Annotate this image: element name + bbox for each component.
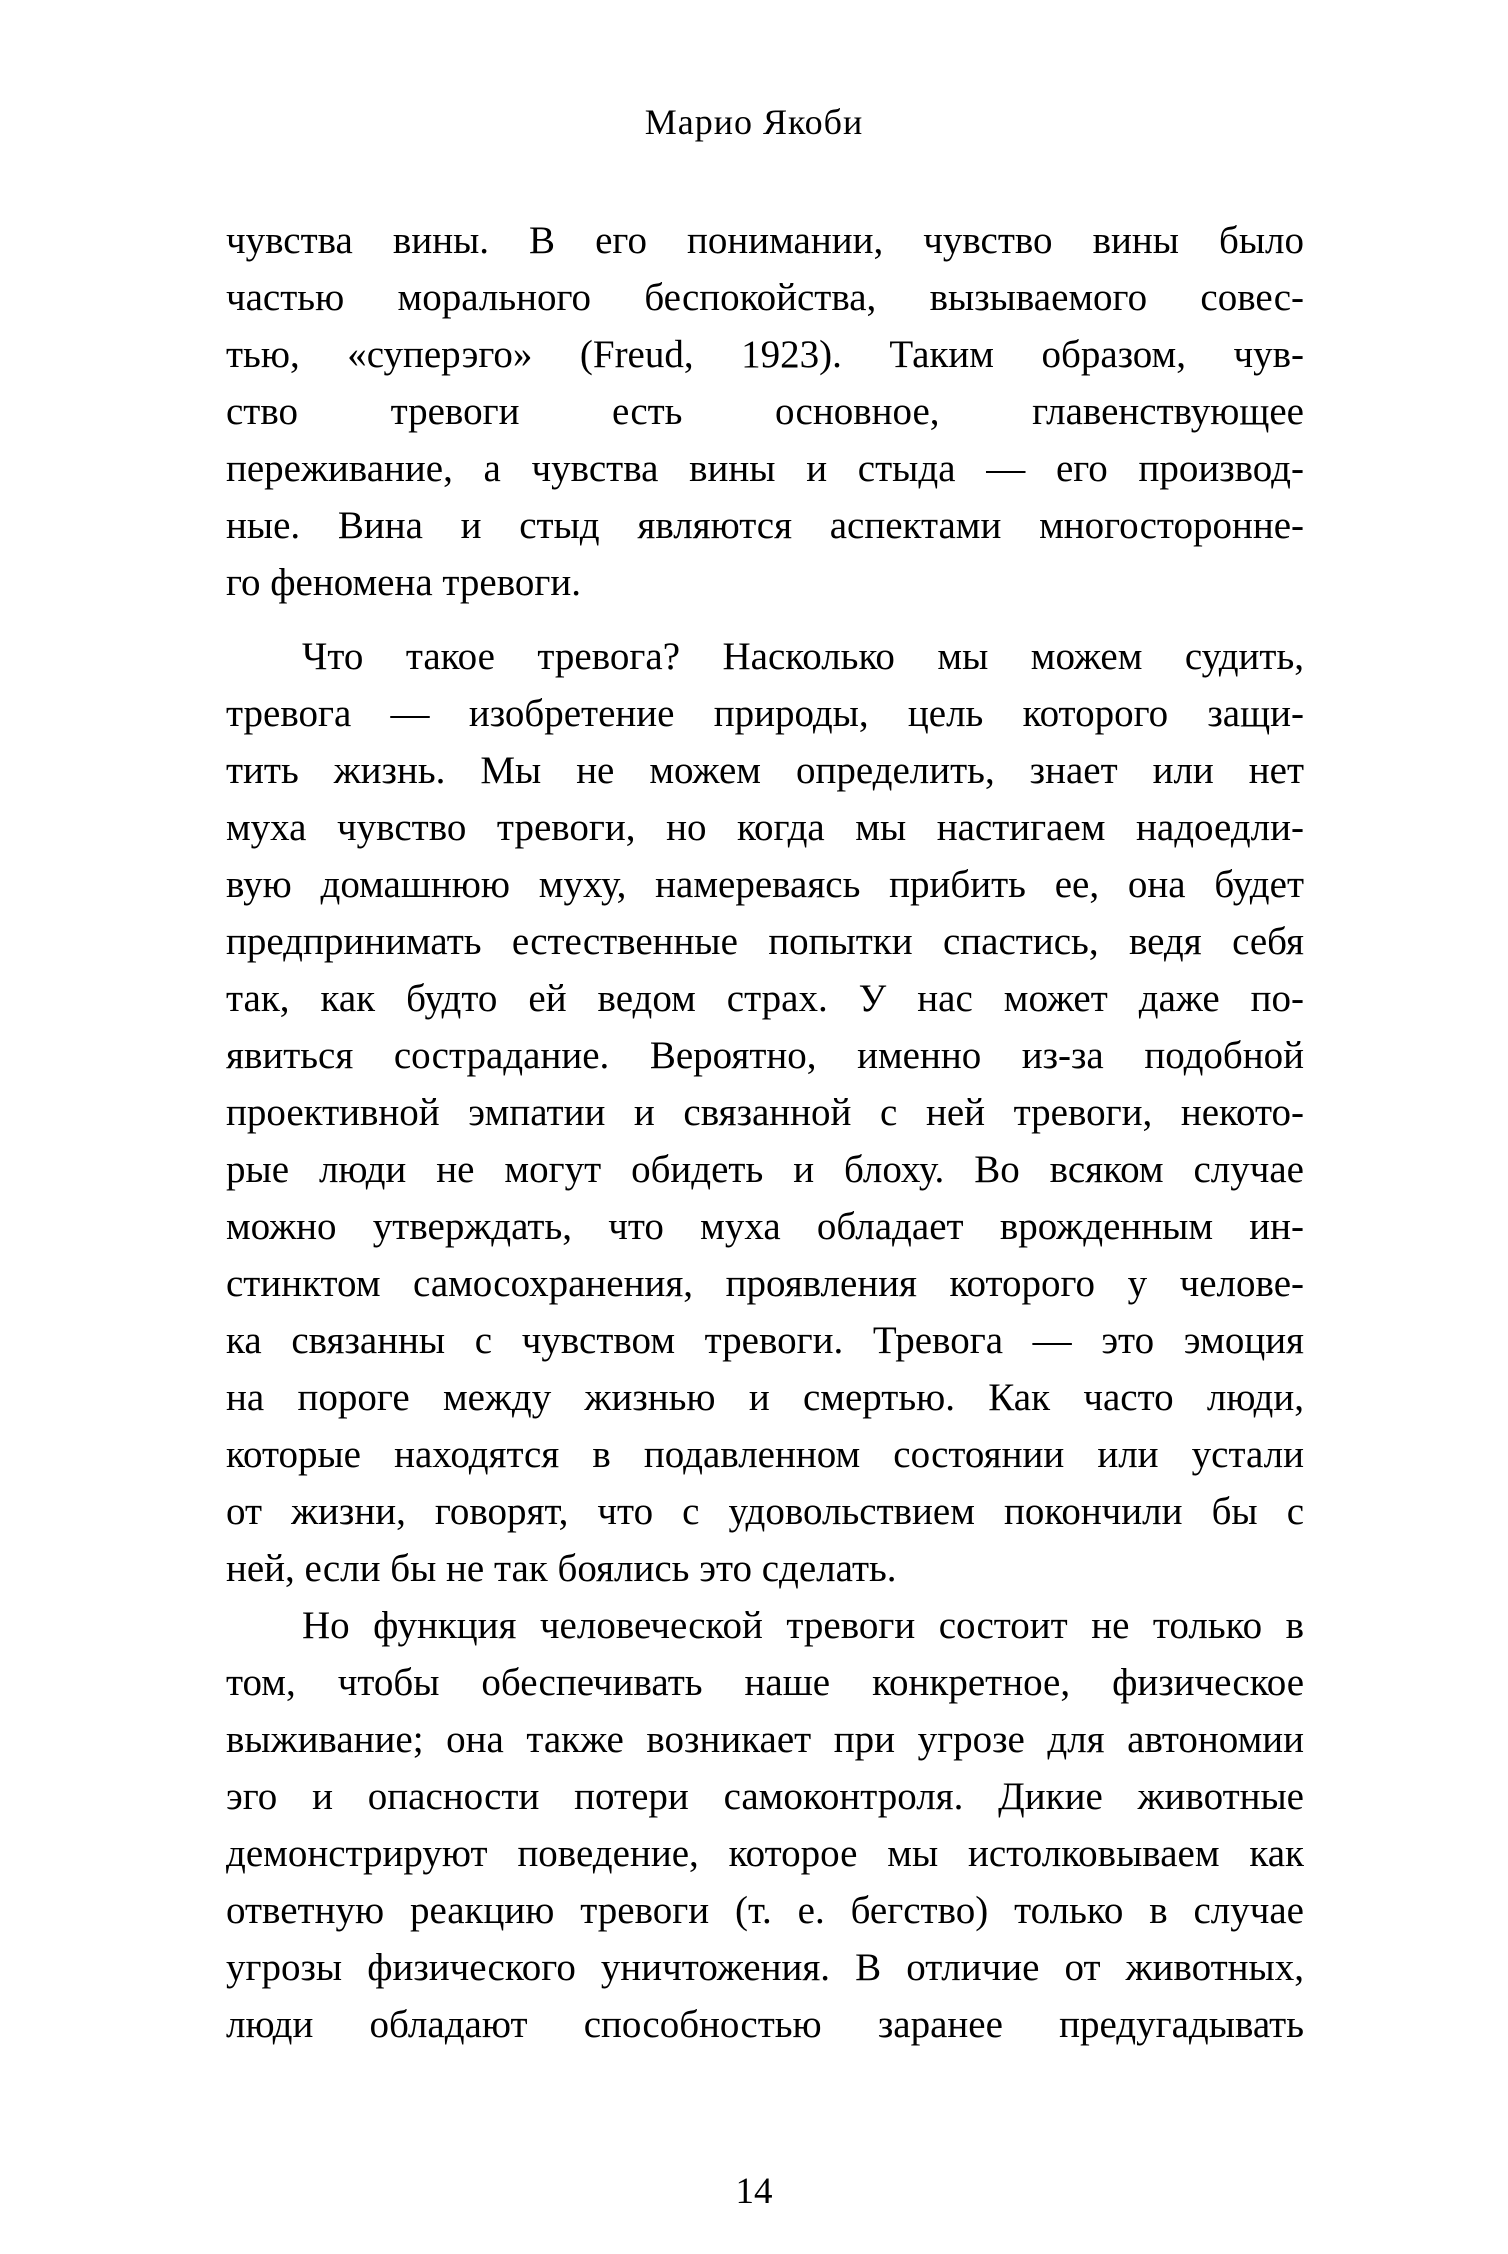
text-line: тить жизнь. Мы не можем определить, знает или нет bbox=[226, 749, 1304, 792]
text-line: ответную реакцию тревоги (т. е. бегство) только в случае bbox=[226, 1889, 1304, 1932]
text-line: люди обладают способностью заранее предугадывать bbox=[226, 2003, 1304, 2046]
text-line: выживание; она также возникает при угрозе для автономии bbox=[226, 1718, 1304, 1761]
text-line: ство тревоги есть основное, главенствующее bbox=[226, 390, 1304, 433]
text-line: демонстрируют поведение, которое мы истолковываем как bbox=[226, 1832, 1304, 1875]
text-line: предпринимать естественные попытки спастись, ведя себя bbox=[226, 920, 1304, 963]
paragraph-gap bbox=[226, 611, 1304, 628]
text-line: угрозы физического уничтожения. В отличие от животных, bbox=[226, 1946, 1304, 1989]
text-line: проективной эмпатии и связанной с ней тревоги, некото- bbox=[226, 1091, 1304, 1134]
text-line: тью, «суперэго» (Freud, 1923). Таким образом, чув- bbox=[226, 333, 1304, 376]
text-line: эго и опасности потери самоконтроля. Дикие животные bbox=[226, 1775, 1304, 1818]
text-line: вую домашнюю муху, намереваясь прибить ее, она будет bbox=[226, 863, 1304, 906]
text-line: ные. Вина и стыд являются аспектами многосторонне- bbox=[226, 504, 1304, 547]
text-line: муха чувство тревоги, но когда мы настигаем надоедли- bbox=[226, 806, 1304, 849]
text-column bbox=[226, 212, 1304, 2053]
text-line: чувства вины. В его понимании, чувство вины было bbox=[226, 219, 1304, 262]
page-number: 14 bbox=[735, 2171, 773, 2212]
paragraph-3 bbox=[226, 1597, 1304, 2053]
text-line: частью морального беспокойства, вызываемого совес- bbox=[226, 276, 1304, 319]
text-line: ка связанны с чувством тревоги. Тревога — это эмоция bbox=[226, 1319, 1304, 1362]
text-line: тревога — изобретение природы, цель которого защи- bbox=[226, 692, 1304, 735]
text-line: от жизни, говорят, что с удовольствием покончили бы с bbox=[226, 1490, 1304, 1533]
text-line: Но функция человеческой тревоги состоит не только в bbox=[302, 1604, 1304, 1647]
text-line: на пороге между жизнью и смертью. Как часто люди, bbox=[226, 1376, 1304, 1419]
text-line: го феномена тревоги. bbox=[226, 561, 581, 604]
text-line: которые находятся в подавленном состоянии или устали bbox=[226, 1433, 1304, 1476]
text-line: стинктом самосохранения, проявления которого у челове- bbox=[226, 1262, 1304, 1305]
text-line: переживание, а чувства вины и стыда — его производ- bbox=[226, 447, 1304, 490]
paragraph-2 bbox=[226, 628, 1304, 1597]
text-line: рые люди не могут обидеть и блоху. Во всяком случае bbox=[226, 1148, 1304, 1191]
running-header: Марио Якоби bbox=[644, 102, 864, 142]
text-line: Что такое тревога? Насколько мы можем судить, bbox=[302, 635, 1304, 678]
text-line: том, чтобы обеспечивать наше конкретное, физическое bbox=[226, 1661, 1304, 1704]
text-line: ней, если бы не так боялись это сделать. bbox=[226, 1547, 897, 1590]
paragraph-1 bbox=[226, 212, 1304, 611]
text-line: так, как будто ей ведом страх. У нас может даже по- bbox=[226, 977, 1304, 1020]
text-line: явиться сострадание. Вероятно, именно из-за подобной bbox=[226, 1034, 1304, 1077]
text-line: можно утверждать, что муха обладает врожденным ин- bbox=[226, 1205, 1304, 1248]
